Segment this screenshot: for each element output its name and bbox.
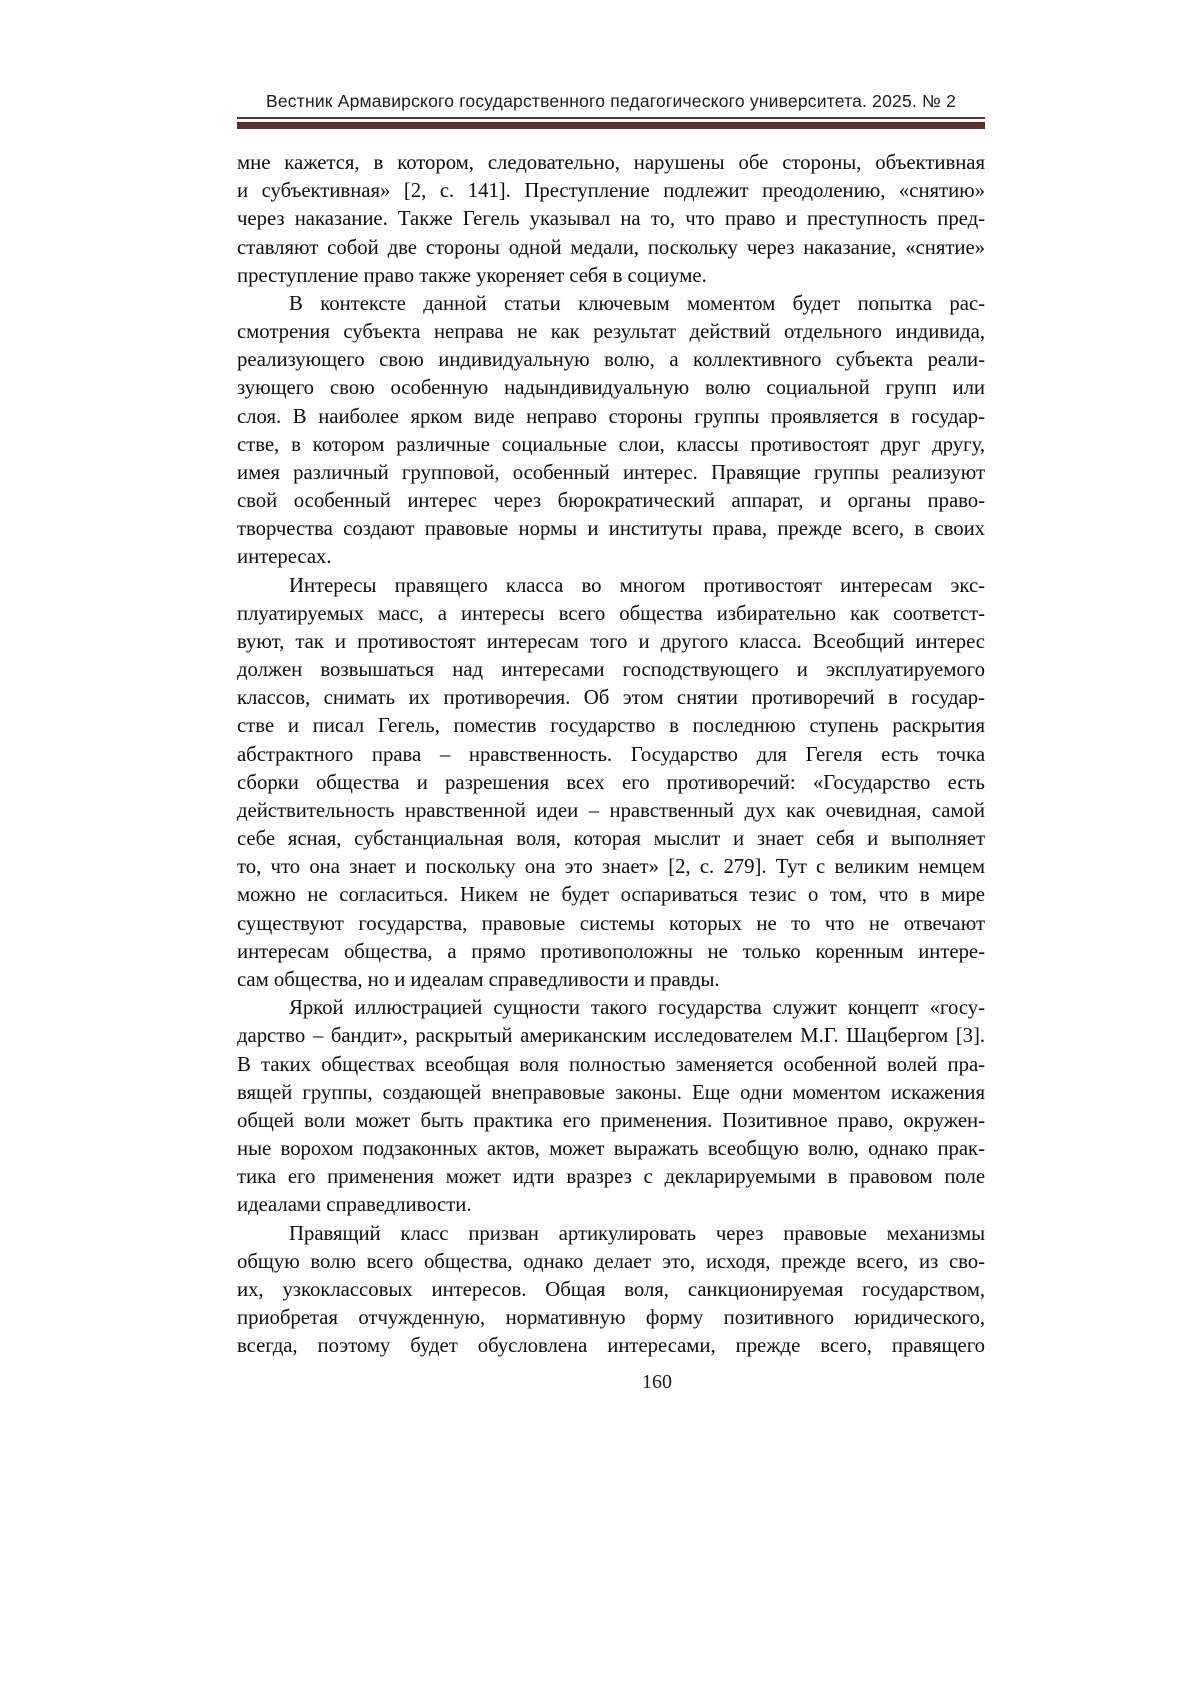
text-line: идеалами справедливости.: [237, 1193, 472, 1217]
header-rule-thin: [237, 117, 985, 119]
text-line: смотрения субъекта неправа не как результат действий отдельного индивида,: [237, 320, 985, 344]
text-line: стве и писал Гегель, поместив государство в последнюю ступень раскрытия: [237, 714, 985, 738]
paragraph: [237, 149, 985, 290]
text-line: В таких обществах всеобщая воля полностью заменяется особенной волей пра-: [237, 1052, 985, 1076]
text-line: ставляют собой две стороны одной медали, поскольку через наказание, «снятие»: [237, 235, 985, 259]
text-line: приобретая отчужденную, нормативную форму позитивного юридического,: [237, 1306, 985, 1330]
text-line: Интересы правящего класса во многом противостоят интересам экс-: [289, 573, 985, 597]
text-line: В контексте данной статьи ключевым моментом будет попытка рас-: [289, 291, 985, 315]
text-line: стве, в котором различные социальные слои, классы противостоят друг другу,: [237, 432, 985, 456]
text-line: тика его применения может идти вразрез с декларируемыми в правовом поле: [237, 1165, 985, 1189]
text-line: реализующего свою индивидуальную волю, а коллективного субъекта реали-: [237, 348, 985, 372]
text-line: можно не согласиться. Никем не будет оспариваться тезис о том, что в мире: [237, 883, 985, 907]
text-line: сборки общества и разрешения всех его противоречий: «Государство есть: [237, 770, 985, 794]
page-header: [237, 91, 985, 129]
journal-header-text: Вестник Армавирского государственного педагогического университета. 2025. № 2: [266, 91, 956, 111]
text-line: ные ворохом подзаконных актов, может выражать всеобщую волю, однако прак-: [237, 1137, 985, 1161]
text-line: классов, снимать их противоречия. Об этом снятии противоречий в государ-: [237, 686, 985, 710]
text-line: общую волю всего общества, однако делает это, исходя, прежде всего, из сво-: [237, 1249, 985, 1273]
text-line: то, что она знает и поскольку она это знает» [2, с. 279]. Тут с великим немцем: [237, 855, 985, 879]
text-line: мне кажется, в котором, следовательно, нарушены обе стороны, объективная: [237, 151, 985, 174]
text-line: сам общества, но и идеалам справедливости и правды.: [237, 967, 720, 991]
text-line: свой особенный интерес через бюрократический аппарат, и органы право-: [237, 489, 985, 513]
text-line: имея различный групповой, особенный интерес. Правящие группы реализуют: [237, 460, 985, 484]
text-line: плуатируемых масс, а интересы всего общества избирательно как соответст-: [237, 601, 985, 625]
text-line: интересах.: [237, 545, 332, 569]
header-rule-thick: [237, 122, 985, 129]
text-line: существуют государства, правовые системы которых не то что не отвечают: [237, 911, 985, 935]
text-line: интересам общества, а прямо противоположны не только коренным интере-: [237, 939, 985, 963]
text-line: зующего свою особенную надындивидуальную волю социальной групп или: [237, 376, 985, 400]
paragraph: [237, 290, 985, 572]
text-line: должен возвышаться над интересами господствующего и эксплуатируемого: [237, 658, 985, 682]
text-line: через наказание. Также Гегель указывал на то, что право и преступность пред-: [237, 207, 985, 231]
text-line: их, узкоклассовых интересов. Общая воля, санкционируемая государством,: [237, 1277, 985, 1301]
paragraph: [237, 572, 985, 995]
text-line: вящей группы, создающей внеправовые законы. Еще одни моментом искажения: [237, 1080, 985, 1104]
text-line: и субъективная» [2, с. 141]. Преступление подлежит преодолению, «снятию»: [237, 179, 985, 203]
text-line: Правящий класс призван артикулировать через правовые механизмы: [289, 1221, 985, 1245]
text-line: себе ясная, субстанциальная воля, которая мыслит и знает себя и выполняет: [237, 827, 985, 851]
paragraph: [237, 994, 985, 1219]
text-line: дарство – бандит», раскрытый американским исследователем М.Г. Шацбергом [3].: [237, 1024, 985, 1048]
text-line: преступление право также укореняет себя в социуме.: [237, 263, 707, 287]
page-number: 160: [642, 1371, 672, 1394]
text-line: абстрактного права – нравственность. Государство для Гегеля есть точка: [237, 742, 985, 766]
text-line: слоя. В наиболее ярком виде неправо стороны группы проявляется в государ-: [237, 404, 985, 428]
text-line: творчества создают правовые нормы и институты права, прежде всего, в своих: [237, 517, 985, 541]
text-line: действительность нравственной идеи – нравственный дух как очевидная, самой: [237, 798, 985, 822]
text-line: вуют, так и противостоят интересам того и другого класса. Всеобщий интерес: [237, 629, 985, 653]
text-line: Яркой иллюстрацией сущности такого государства служит концепт «госу-: [289, 996, 985, 1020]
text-line: общей воли может быть практика его применения. Позитивное право, окружен-: [237, 1108, 985, 1132]
article-body: [237, 149, 985, 1360]
text-line: всегда, поэтому будет обусловлена интересами, прежде всего, правящего: [237, 1334, 985, 1358]
paragraph: [237, 1220, 985, 1361]
